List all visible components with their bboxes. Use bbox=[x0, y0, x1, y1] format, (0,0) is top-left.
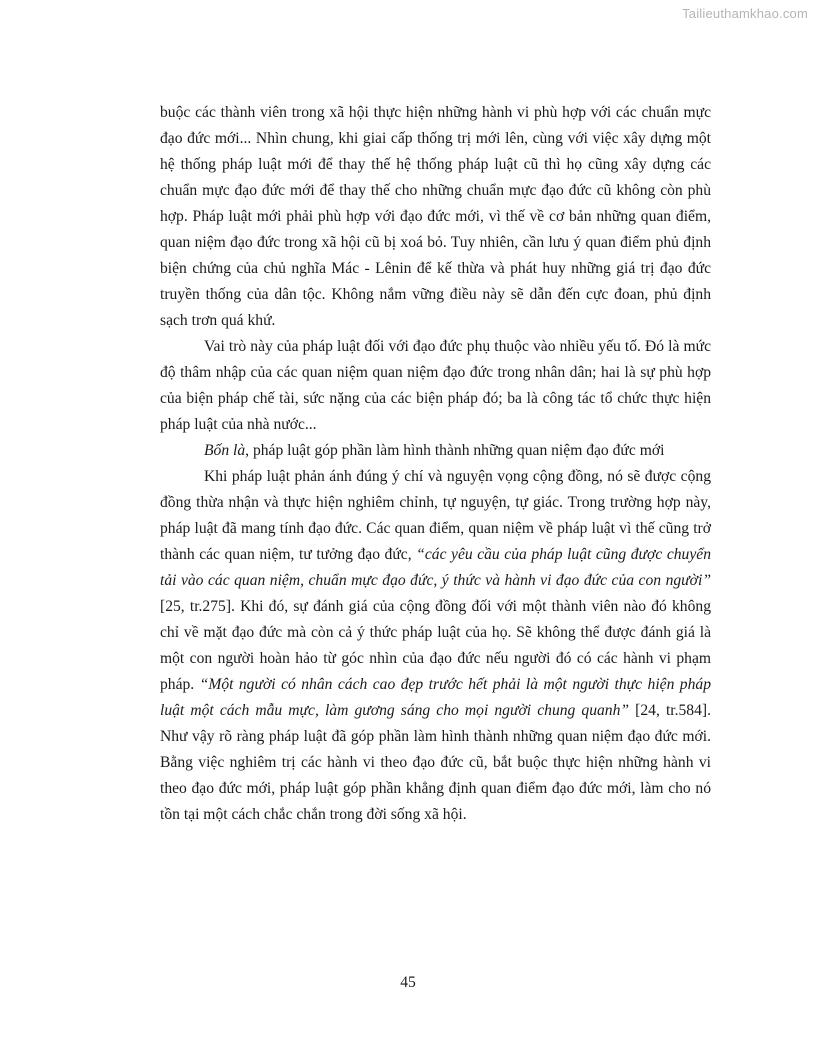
paragraph-text: buộc các thành viên trong xã hội thực hiện những hành vi phù hợp với các chuẩn mực đạo đức mới... Nhìn chung, khi giai cấp thống trị mới lên, cùng với việc xây dựng một hệ thống pháp luật mới để thay thế hệ thống pháp luật cũ thì họ cũng xây dựng các chuẩn mực đạo đức mới để thay thế cho những chuẩn mực đạo đức cũ không còn phù hợp. Pháp luật mới phải phù hợp với đạo đức mới, vì thế về cơ bản những quan điểm, quan niệm đạo đức trong xã hội cũ bị xoá bỏ. Tuy nhiên, cần lưu ý quan điểm phủ định biện chứng của chủ nghĩa Mác - Lênin để kế thừa và phát huy những giá trị đạo đức truyền thống của dân tộc. Không nắm vững điều này sẽ dẫn đến cực đoan, phủ định sạch trơn quá khứ. bbox=[160, 104, 711, 329]
paragraph-text: Khi pháp luật phản ánh đúng ý chí và nguyện vọng cộng đồng, nó sẽ được cộng đồng thừa nhận và thực hiện nghiêm chỉnh, tự nguyện, tự giác. Trong trường hợp này, pháp luật đã mang tính đạo đức. Các quan điểm, quan niệm về pháp luật vì thế cũng trở thành các quan niệm, tư tưởng đạo đức, bbox=[160, 468, 711, 563]
document-body bbox=[160, 100, 711, 828]
section-heading-lead: Bốn là bbox=[204, 442, 246, 459]
quotation: “Một người có nhân cách cao đẹp trước hết phải là một người thực hiện pháp luật một cách mẫu mực, làm gương sáng cho mọi người chung quanh” bbox=[160, 676, 711, 719]
section-heading-text: , pháp luật góp phần làm hình thành những quan niệm đạo đức mới bbox=[245, 442, 665, 459]
paragraph-1 bbox=[160, 100, 711, 334]
quotation: “các yêu cầu của pháp luật cũng được chuyển tải vào các quan niệm, chuẩn mực đạo đức, ý thức và hành vi đạo đức của con người” bbox=[160, 546, 711, 589]
paragraph-text: Vai trò này của pháp luật đối với đạo đức phụ thuộc vào nhiều yếu tố. Đó là mức độ thâm nhập của các quan niệm quan niệm đạo đức trong nhân dân; hai là sự phù hợp của biện pháp chế tài, sức nặng của các biện pháp đó; ba là công tác tổ chức thực hiện pháp luật của nhà nước... bbox=[160, 338, 711, 433]
paragraph-2 bbox=[160, 334, 711, 438]
paragraph-text: [25, tr.275]. Khi đó, sự đánh giá của cộng đồng đối với một thành viên nào đó không chỉ về mặt đạo đức mà còn cả ý thức pháp luật của họ. Sẽ không thể được đánh giá là một con người hoàn hảo từ góc nhìn của đạo đức nếu người đó có các hành vi phạm pháp. bbox=[160, 598, 711, 693]
watermark: Tailieuthamkhao.com bbox=[682, 6, 808, 21]
page-number: 45 bbox=[400, 974, 416, 991]
paragraph-text: [24, tr.584]. Như vậy rõ ràng pháp luật đã góp phần làm hình thành những quan niệm đạo đức mới. Bằng việc nghiêm trị các hành vi theo đạo đức cũ, bắt buộc thực hiện những hành vi theo đạo đức mới, pháp luật góp phần khẳng định quan điểm đạo đức mới, làm cho nó tồn tại một cách chắc chắn trong đời sống xã hội. bbox=[160, 702, 711, 823]
paragraph-4 bbox=[160, 464, 711, 828]
section-heading-paragraph bbox=[160, 438, 711, 464]
